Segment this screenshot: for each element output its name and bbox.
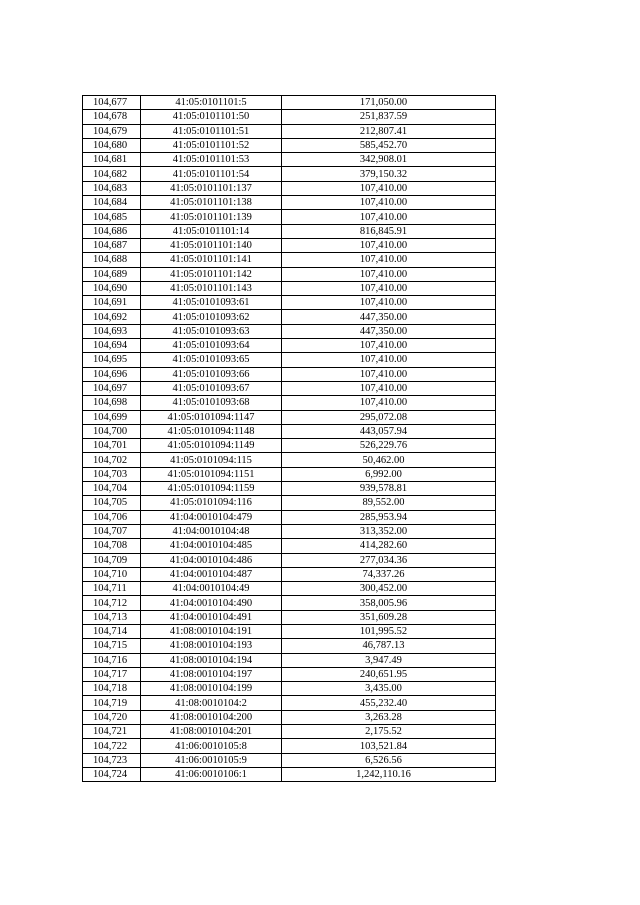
table-row (83, 296, 496, 310)
cadastral-number-cell: 41:04:0010104:479 (141, 510, 282, 524)
table-row (83, 124, 496, 138)
table-row (83, 610, 496, 624)
cadastral-number-cell: 41:06:0010105:8 (141, 739, 282, 753)
cadastral-number-cell: 41:08:0010104:199 (141, 682, 282, 696)
row-number-cell: 104,698 (83, 396, 141, 410)
table-row (83, 281, 496, 295)
value-amount-cell: 74,337.26 (282, 567, 496, 581)
table-row (83, 396, 496, 410)
row-number-cell: 104,684 (83, 196, 141, 210)
cadastral-value-table (82, 95, 496, 782)
row-number-cell: 104,716 (83, 653, 141, 667)
cadastral-number-cell: 41:05:0101101:139 (141, 210, 282, 224)
table-row (83, 653, 496, 667)
cadastral-number-cell: 41:05:0101101:143 (141, 281, 282, 295)
value-amount-cell: 300,452.00 (282, 582, 496, 596)
table-row (83, 696, 496, 710)
row-number-cell: 104,706 (83, 510, 141, 524)
table-row (83, 167, 496, 181)
table-row (83, 482, 496, 496)
cadastral-number-cell: 41:08:0010104:197 (141, 667, 282, 681)
cadastral-number-cell: 41:05:0101093:65 (141, 353, 282, 367)
row-number-cell: 104,711 (83, 582, 141, 596)
value-amount-cell: 50,462.00 (282, 453, 496, 467)
row-number-cell: 104,717 (83, 667, 141, 681)
row-number-cell: 104,680 (83, 138, 141, 152)
value-amount-cell: 103,521.84 (282, 739, 496, 753)
row-number-cell: 104,677 (83, 96, 141, 110)
value-amount-cell: 107,410.00 (282, 196, 496, 210)
table-row (83, 424, 496, 438)
cadastral-number-cell: 41:05:0101094:1148 (141, 424, 282, 438)
cadastral-number-cell: 41:04:0010104:486 (141, 553, 282, 567)
row-number-cell: 104,712 (83, 596, 141, 610)
value-amount-cell: 351,609.28 (282, 610, 496, 624)
table-row (83, 739, 496, 753)
value-amount-cell: 447,350.00 (282, 324, 496, 338)
table-row (83, 181, 496, 195)
table-row (83, 138, 496, 152)
value-amount-cell: 107,410.00 (282, 396, 496, 410)
value-amount-cell: 455,232.40 (282, 696, 496, 710)
row-number-cell: 104,694 (83, 339, 141, 353)
row-number-cell: 104,723 (83, 753, 141, 767)
row-number-cell: 104,704 (83, 482, 141, 496)
table-row (83, 582, 496, 596)
row-number-cell: 104,721 (83, 725, 141, 739)
cadastral-number-cell: 41:04:0010104:491 (141, 610, 282, 624)
cadastral-number-cell: 41:06:0010105:9 (141, 753, 282, 767)
row-number-cell: 104,678 (83, 110, 141, 124)
value-amount-cell: 447,350.00 (282, 310, 496, 324)
cadastral-number-cell: 41:05:0101101:51 (141, 124, 282, 138)
cadastral-number-cell: 41:04:0010104:487 (141, 567, 282, 581)
value-amount-cell: 171,050.00 (282, 96, 496, 110)
cadastral-number-cell: 41:05:0101094:1149 (141, 439, 282, 453)
row-number-cell: 104,683 (83, 181, 141, 195)
value-amount-cell: 816,845.91 (282, 224, 496, 238)
row-number-cell: 104,724 (83, 767, 141, 781)
value-amount-cell: 2,175.52 (282, 725, 496, 739)
cadastral-number-cell: 41:05:0101094:1151 (141, 467, 282, 481)
table-body (83, 96, 496, 782)
table-row (83, 96, 496, 110)
table-row (83, 624, 496, 638)
row-number-cell: 104,719 (83, 696, 141, 710)
row-number-cell: 104,707 (83, 524, 141, 538)
value-amount-cell: 358,005.96 (282, 596, 496, 610)
cadastral-number-cell: 41:08:0010104:200 (141, 710, 282, 724)
value-amount-cell: 212,807.41 (282, 124, 496, 138)
row-number-cell: 104,685 (83, 210, 141, 224)
cadastral-number-cell: 41:05:0101101:50 (141, 110, 282, 124)
cadastral-number-cell: 41:08:0010104:201 (141, 725, 282, 739)
value-amount-cell: 107,410.00 (282, 267, 496, 281)
row-number-cell: 104,687 (83, 238, 141, 252)
cadastral-number-cell: 41:05:0101094:1147 (141, 410, 282, 424)
value-amount-cell: 107,410.00 (282, 296, 496, 310)
value-amount-cell: 6,992.00 (282, 467, 496, 481)
cadastral-number-cell: 41:05:0101101:52 (141, 138, 282, 152)
value-amount-cell: 107,410.00 (282, 181, 496, 195)
value-amount-cell: 3,435.00 (282, 682, 496, 696)
table-row (83, 725, 496, 739)
cadastral-number-cell: 41:05:0101101:142 (141, 267, 282, 281)
row-number-cell: 104,697 (83, 381, 141, 395)
cadastral-number-cell: 41:04:0010104:485 (141, 539, 282, 553)
cadastral-number-cell: 41:05:0101101:141 (141, 253, 282, 267)
row-number-cell: 104,703 (83, 467, 141, 481)
value-amount-cell: 3,263.28 (282, 710, 496, 724)
row-number-cell: 104,713 (83, 610, 141, 624)
table-row (83, 410, 496, 424)
value-amount-cell: 101,995.52 (282, 624, 496, 638)
table-row (83, 553, 496, 567)
value-amount-cell: 313,352.00 (282, 524, 496, 538)
value-amount-cell: 379,150.32 (282, 167, 496, 181)
row-number-cell: 104,718 (83, 682, 141, 696)
cadastral-number-cell: 41:04:0010104:490 (141, 596, 282, 610)
cadastral-number-cell: 41:08:0010104:193 (141, 639, 282, 653)
cadastral-number-cell: 41:05:0101101:140 (141, 238, 282, 252)
table-row (83, 367, 496, 381)
row-number-cell: 104,693 (83, 324, 141, 338)
table-row (83, 639, 496, 653)
cadastral-number-cell: 41:05:0101093:68 (141, 396, 282, 410)
value-amount-cell: 277,034.36 (282, 553, 496, 567)
table-row (83, 510, 496, 524)
value-amount-cell: 585,452.70 (282, 138, 496, 152)
table-row (83, 339, 496, 353)
row-number-cell: 104,682 (83, 167, 141, 181)
table-row (83, 224, 496, 238)
cadastral-number-cell: 41:05:0101101:138 (141, 196, 282, 210)
cadastral-number-cell: 41:05:0101101:14 (141, 224, 282, 238)
value-amount-cell: 251,837.59 (282, 110, 496, 124)
value-amount-cell: 107,410.00 (282, 367, 496, 381)
value-amount-cell: 89,552.00 (282, 496, 496, 510)
cadastral-number-cell: 41:08:0010104:191 (141, 624, 282, 638)
cadastral-number-cell: 41:05:0101093:67 (141, 381, 282, 395)
table-row (83, 310, 496, 324)
row-number-cell: 104,701 (83, 439, 141, 453)
cadastral-number-cell: 41:05:0101101:53 (141, 153, 282, 167)
row-number-cell: 104,710 (83, 567, 141, 581)
cadastral-number-cell: 41:05:0101094:116 (141, 496, 282, 510)
row-number-cell: 104,702 (83, 453, 141, 467)
value-amount-cell: 342,908.01 (282, 153, 496, 167)
table-row (83, 682, 496, 696)
table-row (83, 324, 496, 338)
value-amount-cell: 107,410.00 (282, 253, 496, 267)
row-number-cell: 104,700 (83, 424, 141, 438)
value-amount-cell: 6,526.56 (282, 753, 496, 767)
table-row (83, 767, 496, 781)
value-amount-cell: 107,410.00 (282, 353, 496, 367)
row-number-cell: 104,715 (83, 639, 141, 653)
cadastral-number-cell: 41:05:0101093:61 (141, 296, 282, 310)
value-amount-cell: 3,947.49 (282, 653, 496, 667)
table-row (83, 267, 496, 281)
row-number-cell: 104,686 (83, 224, 141, 238)
value-amount-cell: 107,410.00 (282, 381, 496, 395)
row-number-cell: 104,689 (83, 267, 141, 281)
row-number-cell: 104,709 (83, 553, 141, 567)
table-row (83, 381, 496, 395)
table-row (83, 439, 496, 453)
row-number-cell: 104,705 (83, 496, 141, 510)
value-amount-cell: 46,787.13 (282, 639, 496, 653)
cadastral-number-cell: 41:06:0010106:1 (141, 767, 282, 781)
table-row (83, 210, 496, 224)
row-number-cell: 104,692 (83, 310, 141, 324)
cadastral-number-cell: 41:05:0101093:66 (141, 367, 282, 381)
value-amount-cell: 240,651.95 (282, 667, 496, 681)
table-row (83, 253, 496, 267)
table-row (83, 710, 496, 724)
value-amount-cell: 107,410.00 (282, 339, 496, 353)
table-row (83, 753, 496, 767)
value-amount-cell: 443,057.94 (282, 424, 496, 438)
row-number-cell: 104,695 (83, 353, 141, 367)
cadastral-number-cell: 41:05:0101101:137 (141, 181, 282, 195)
row-number-cell: 104,699 (83, 410, 141, 424)
value-amount-cell: 295,072.08 (282, 410, 496, 424)
row-number-cell: 104,708 (83, 539, 141, 553)
table-row (83, 453, 496, 467)
row-number-cell: 104,722 (83, 739, 141, 753)
table-row (83, 467, 496, 481)
table-row (83, 353, 496, 367)
cadastral-number-cell: 41:05:0101094:115 (141, 453, 282, 467)
cadastral-number-cell: 41:05:0101101:5 (141, 96, 282, 110)
table-row (83, 153, 496, 167)
row-number-cell: 104,690 (83, 281, 141, 295)
row-number-cell: 104,714 (83, 624, 141, 638)
row-number-cell: 104,688 (83, 253, 141, 267)
value-amount-cell: 285,953.94 (282, 510, 496, 524)
value-amount-cell: 107,410.00 (282, 281, 496, 295)
value-amount-cell: 107,410.00 (282, 210, 496, 224)
table-row (83, 196, 496, 210)
value-amount-cell: 526,229.76 (282, 439, 496, 453)
cadastral-number-cell: 41:04:0010104:48 (141, 524, 282, 538)
table-row (83, 524, 496, 538)
cadastral-number-cell: 41:05:0101093:63 (141, 324, 282, 338)
cadastral-number-cell: 41:05:0101101:54 (141, 167, 282, 181)
row-number-cell: 104,696 (83, 367, 141, 381)
row-number-cell: 104,681 (83, 153, 141, 167)
cadastral-number-cell: 41:08:0010104:194 (141, 653, 282, 667)
cadastral-number-cell: 41:08:0010104:2 (141, 696, 282, 710)
row-number-cell: 104,679 (83, 124, 141, 138)
cadastral-number-cell: 41:05:0101094:1159 (141, 482, 282, 496)
value-amount-cell: 107,410.00 (282, 238, 496, 252)
table-row (83, 539, 496, 553)
table-row (83, 238, 496, 252)
table-row (83, 110, 496, 124)
row-number-cell: 104,720 (83, 710, 141, 724)
cadastral-number-cell: 41:04:0010104:49 (141, 582, 282, 596)
value-amount-cell: 939,578.81 (282, 482, 496, 496)
table-row (83, 567, 496, 581)
table-row (83, 667, 496, 681)
value-amount-cell: 1,242,110.16 (282, 767, 496, 781)
row-number-cell: 104,691 (83, 296, 141, 310)
cadastral-number-cell: 41:05:0101093:64 (141, 339, 282, 353)
table-row (83, 496, 496, 510)
table-row (83, 596, 496, 610)
value-amount-cell: 414,282.60 (282, 539, 496, 553)
cadastral-number-cell: 41:05:0101093:62 (141, 310, 282, 324)
